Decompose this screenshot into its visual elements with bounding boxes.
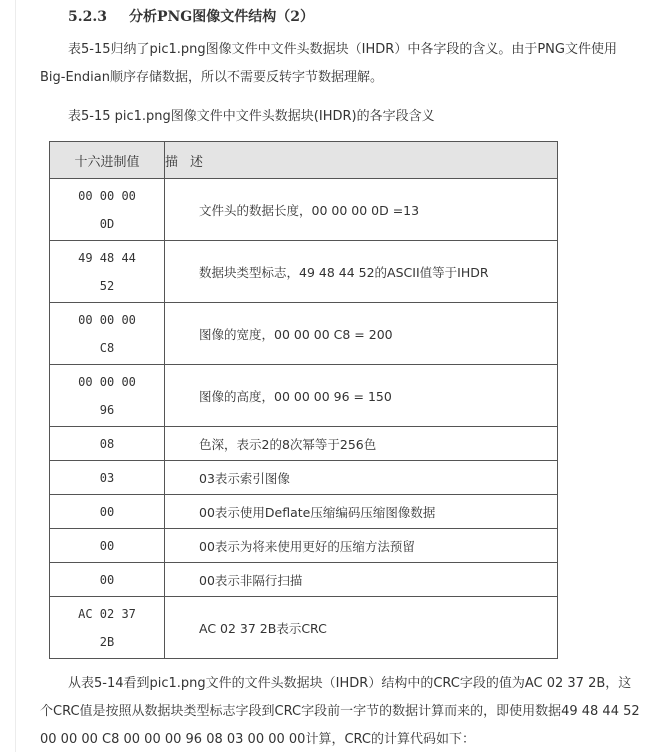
table-caption: 表5-15 pic1.png图像文件中文件头数据块(IHDR)的各字段含义	[68, 109, 435, 124]
intro-text: 表5-15归纳了pic1.png图像文件中文件头数据块（IHDR）中各字段的含义。由于PNG文件使用Big-Endian顺序存储数据，所以不需要反转字节数据理解。	[40, 42, 617, 85]
table-row	[50, 427, 558, 461]
table-row	[50, 563, 558, 597]
hex-cell	[50, 241, 165, 303]
table-row	[50, 303, 558, 365]
hex-cell: 00	[50, 563, 165, 597]
desc-cell: 色深，表示2的8次幂等于256色	[165, 427, 558, 461]
outro-paragraph	[40, 670, 640, 754]
hex-cell	[50, 179, 165, 241]
hex-value: 00 00 00 0D	[78, 188, 136, 231]
desc-cell: 图像的高度，00 00 00 96 = 150	[165, 365, 558, 427]
desc-cell: 数据块类型标志，49 48 44 52的ASCII值等于IHDR	[165, 241, 558, 303]
desc-cell: 图像的宽度，00 00 00 C8 = 200	[165, 303, 558, 365]
hex-cell	[50, 365, 165, 427]
hex-value: 00 00 00 C8	[78, 312, 136, 355]
header-hex-value: 十六进制值	[50, 142, 165, 179]
hex-value: AC 02 37 2B	[78, 606, 136, 649]
hex-cell	[50, 303, 165, 365]
hex-cell	[50, 597, 165, 659]
table-row	[50, 365, 558, 427]
section-number: 5.2.3	[68, 9, 107, 25]
desc-cell: 00表示为将来使用更好的压缩方法预留	[165, 529, 558, 563]
table-header-row	[50, 142, 558, 179]
hex-cell: 08	[50, 427, 165, 461]
table-row	[50, 179, 558, 241]
table-row	[50, 495, 558, 529]
desc-cell: 文件头的数据长度，00 00 00 0D =13	[165, 179, 558, 241]
desc-cell: 03表示索引图像	[165, 461, 558, 495]
intro-paragraph	[40, 36, 640, 92]
section-heading	[68, 6, 314, 26]
hex-cell: 00	[50, 529, 165, 563]
desc-cell: 00表示使用Deflate压缩编码压缩图像数据	[165, 495, 558, 529]
table-row	[50, 529, 558, 563]
desc-cell: AC 02 37 2B表示CRC	[165, 597, 558, 659]
table-row	[50, 597, 558, 659]
table-row	[50, 241, 558, 303]
outro-text: 从表5-14看到pic1.png文件的文件头数据块（IHDR）结构中的CRC字段的值为AC 02 37 2B，这个CRC值是按照从数据块类型标志字段到CRC字段前一字节的数据计算而来的，即使用数据49 48 44 52 00 00 00 C8 00 00 00 96 08 03 00 00 00计算，CRC的计算代码如下：	[40, 676, 640, 747]
table-row	[50, 461, 558, 495]
ihdr-field-table	[49, 141, 558, 659]
hex-value: 00 00 00 96	[78, 374, 136, 417]
desc-cell: 00表示非隔行扫描	[165, 563, 558, 597]
hex-cell: 03	[50, 461, 165, 495]
hex-cell: 00	[50, 495, 165, 529]
section-title: 分析PNG图像文件结构（2）	[128, 9, 315, 25]
header-description: 描述	[165, 142, 558, 179]
left-rule	[15, 0, 16, 752]
hex-value: 49 48 44 52	[78, 250, 136, 293]
